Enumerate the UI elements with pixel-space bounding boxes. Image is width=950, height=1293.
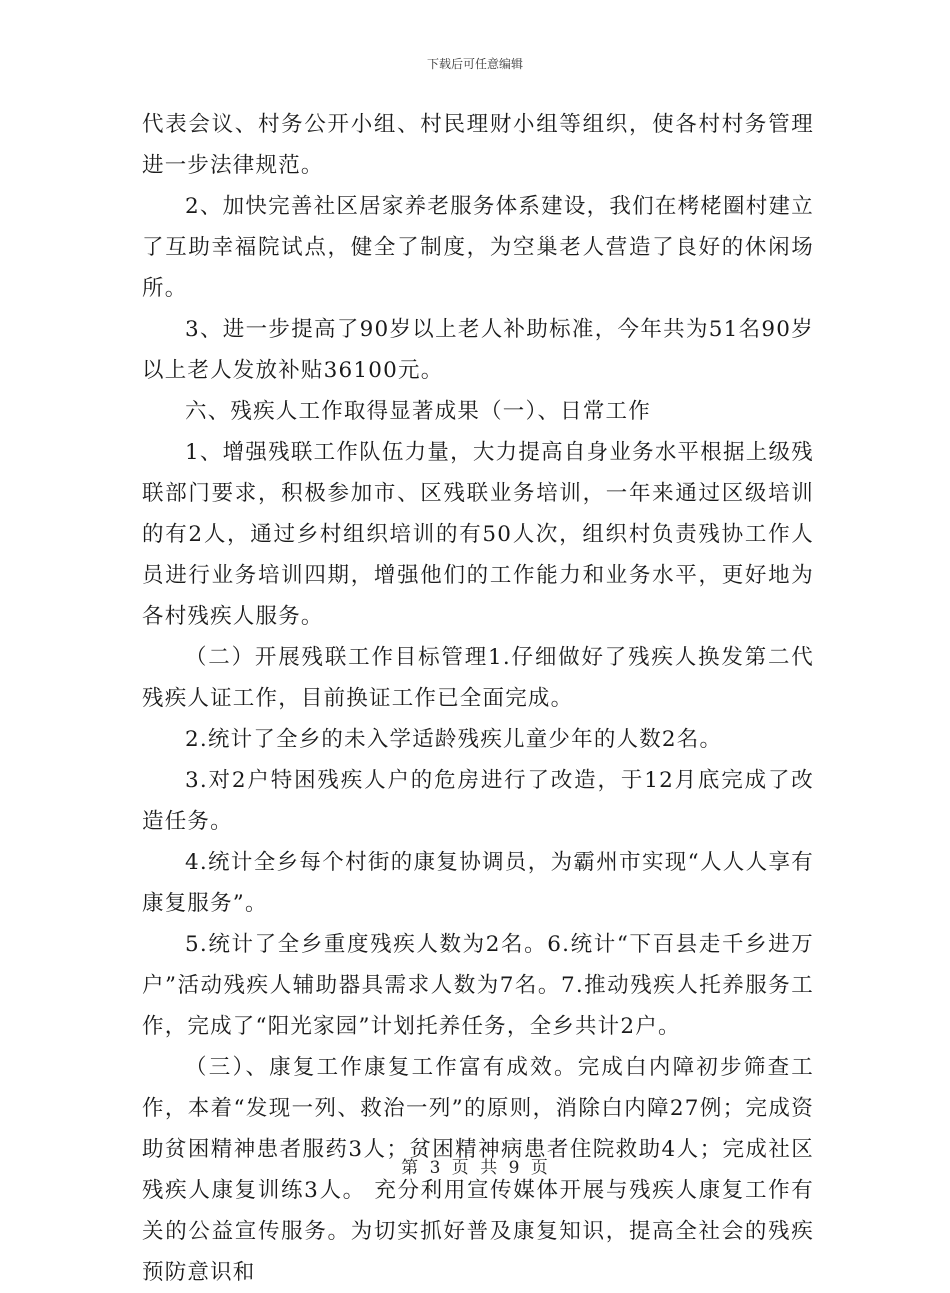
paragraph: 3、进一步提高了90岁以上老人补助标准，今年共为51名90岁以上老人发放补贴36100元。 bbox=[142, 317, 814, 383]
paragraph: 1、增强残联工作队伍力量，大力提高自身业务水平根据上级残联部门要求，积极参加市、区残联业务培训，一年来通过区级培训的有2人，通过乡村组织培训的有50人次，组织村负责残协工作人员进行业务培训四期，增强他们的工作能力和业务水平，更好地为各村残疾人服务。 bbox=[142, 440, 814, 629]
page-header: 下载后可任意编辑 bbox=[426, 57, 523, 71]
paragraph: （二）开展残联工作目标管理1.仔细做好了残疾人换发第二代残疾人证工作，目前换证工作已全面完成。 bbox=[142, 645, 814, 711]
page-number-footer: 第 3 页 共 9 页 bbox=[401, 1158, 549, 1178]
paragraph: 2.统计了全乡的未入学适龄残疾儿童少年的人数2名。 bbox=[185, 727, 723, 752]
paragraph: 5.统计了全乡重度残疾人数为2名。6.统计“下百县走千乡进万户”活动残疾人辅助器具需求人数为7名。7.推动残疾人托养服务工作，完成了“阳光家园”计划托养任务，全乡共计2户。 bbox=[142, 932, 814, 1039]
paragraph: 3.对2户特困残疾人户的危房进行了改造，于12月底完成了改造任务。 bbox=[142, 768, 814, 834]
paragraph: 4.统计全乡每个村街的康复协调员，为霸州市实现“人人人享有康复服务”。 bbox=[142, 850, 814, 916]
document-body bbox=[142, 104, 814, 1293]
section-heading: 六、残疾人工作取得显著成果（一）、日常工作 bbox=[185, 399, 651, 424]
paragraph: （三）、康复工作康复工作富有成效。完成白内障初步筛查工作，本着“发现一列、救治一列”的原则，消除白内障27例；完成资助贫困精神患者服药3人；贫困精神病患者住院救助4人；完成社区残疾人康复训练3人。 充分利用宣传媒体开展与残疾人康复工作有关的公益宣传服务。为切实抓好普及康复知识，提高全社会的残疾预防意识和 bbox=[142, 1055, 814, 1285]
paragraph: 代表会议、村务公开小组、村民理财小组等组织，使各村村务管理进一步法律规范。 bbox=[142, 112, 814, 178]
paragraph: 2、加快完善社区居家养老服务体系建设，我们在栲栳圈村建立了互助幸福院试点，健全了制度，为空巢老人营造了良好的休闲场所。 bbox=[142, 194, 814, 301]
